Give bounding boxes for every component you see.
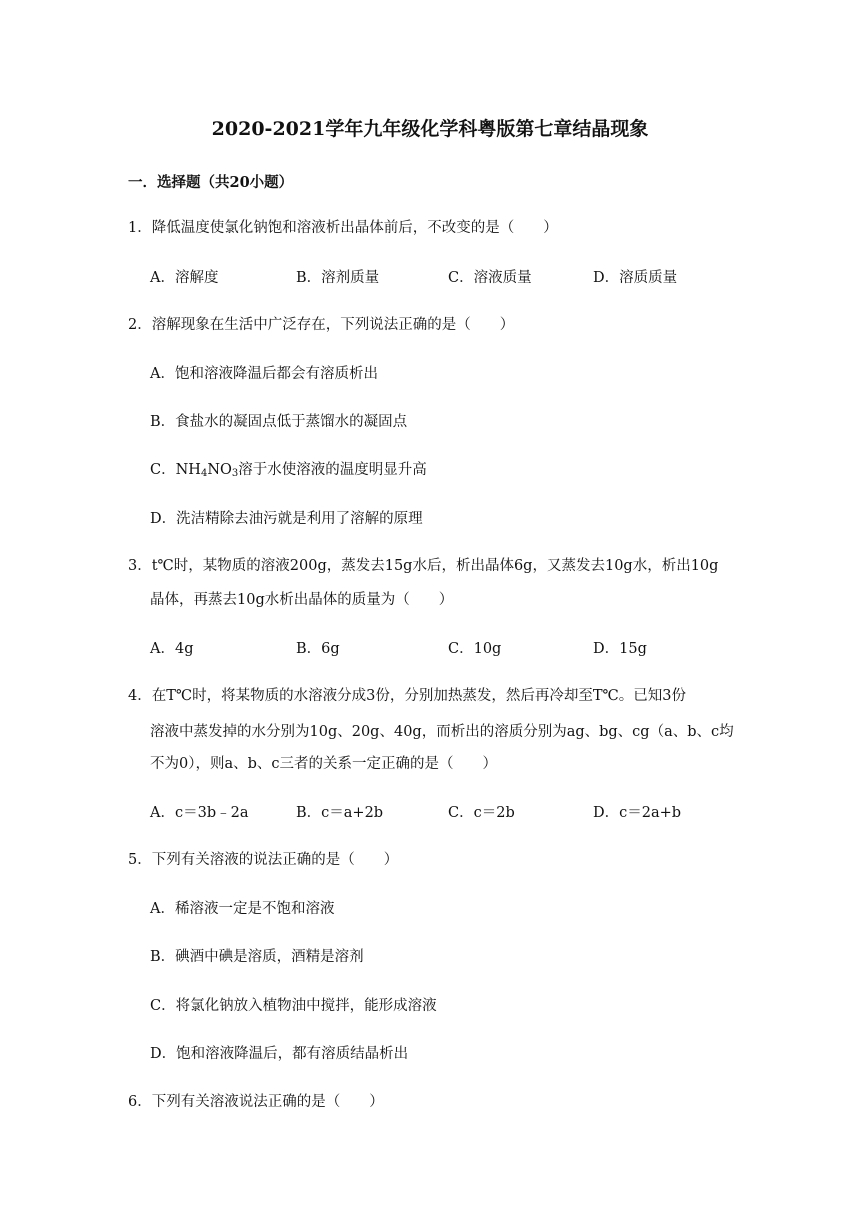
q2-option-a: A．饱和溶液降温后都会有溶质析出 xyxy=(150,366,378,382)
question-4-stem-line-2: 溶液中蒸发掉的水分别为10g、20g、40g，而析出的溶质分别为ag、bg、cg（a、b、c均 xyxy=(150,724,734,740)
q3-option-c: C．10g xyxy=(448,641,502,657)
question-3-stem-line-2: 晶体，再蒸去10g水析出晶体的质量为（ ） xyxy=(150,592,454,608)
q1-option-d: D．溶质质量 xyxy=(593,270,678,286)
section-heading: 一．选择题（共20小题） xyxy=(128,174,294,191)
q1-option-c: C．溶液质量 xyxy=(448,270,532,286)
q2-option-d: D．洗洁精除去油污就是利用了溶解的原理 xyxy=(150,511,423,527)
q2-option-b: B．食盐水的凝固点低于蒸馏水的凝固点 xyxy=(150,414,408,430)
q5-option-a: A．稀溶液一定是不饱和溶液 xyxy=(150,901,335,917)
question-4-stem-line-1: 4．在T℃时，将某物质的水溶液分成3份，分别加热蒸发，然后再冷却至T℃。已知3份 xyxy=(128,688,686,704)
q5-option-d: D．饱和溶液降温后，都有溶质结晶析出 xyxy=(150,1046,409,1062)
q5-option-c: C．将氯化钠放入植物油中搅拌，能形成溶液 xyxy=(150,998,437,1014)
q3-option-b: B．6g xyxy=(296,641,340,657)
q4-option-c: C．c＝2b xyxy=(448,805,515,821)
q1-option-a: A．溶解度 xyxy=(150,270,219,286)
question-4-stem-line-3: 不为0），则a、b、c三者的关系一定正确的是（ ） xyxy=(150,756,498,772)
question-6-stem: 6．下列有关溶液说法正确的是（ ） xyxy=(128,1094,384,1110)
question-1-stem: 1．降低温度使氯化钠饱和溶液析出晶体前后，不改变的是（ ） xyxy=(128,220,558,236)
q2-option-c: C．$NH_4NO_3$溶于水使溶液的温度明显升高 xyxy=(150,462,427,479)
question-3-stem-line-1: 3．t℃时，某物质的溶液200g，蒸发去15g水后，析出晶体6g，又蒸发去10g水，析出10g xyxy=(128,558,719,574)
q3-option-a: A．4g xyxy=(150,641,194,657)
question-2-stem: 2．溶解现象在生活中广泛存在，下列说法正确的是（ ） xyxy=(128,317,515,333)
q3-option-d: D．15g xyxy=(593,641,647,657)
q5-option-b: B．碘酒中碘是溶质，酒精是溶剂 xyxy=(150,949,364,965)
q4-option-b: B．c＝a+2b xyxy=(296,805,384,821)
q4-option-a: A．c＝3b﹣2a xyxy=(150,805,249,821)
q1-option-b: B．溶剂质量 xyxy=(296,270,380,286)
question-5-stem: 5．下列有关溶液的说法正确的是（ ） xyxy=(128,852,399,868)
q4-option-d: D．c＝2a+b xyxy=(593,805,682,821)
document-title: 2020-2021学年九年级化学科粤版第七章结晶现象 xyxy=(211,118,649,140)
